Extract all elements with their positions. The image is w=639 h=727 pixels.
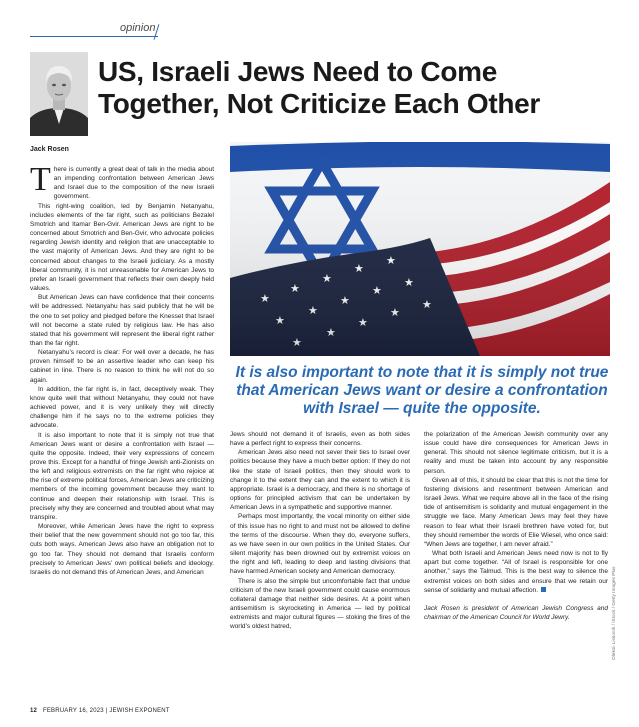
dropcap: T bbox=[30, 165, 51, 198]
paragraph: In addition, the far right is, in fact, deceptively weak. They know quite well that without Netanyahu, they could not have achieved power, and it is very unlikely they will directly challenge him if he says no to the extreme policies they advocate. bbox=[30, 385, 214, 430]
paragraph: It is also important to note that it is simply not true that American Jews want or desire a confrontation with Israel — quite the opposite. Indeed, their very expressions of concern prove this. Except for a handful of fringe Jewish anti-Zionists on the left and religious extremists on the far right who rejoice at the rise of extreme political forces, American Jews are criticizing members of the incoming government because they want to continue and deepen their relationship with Israel. This is precisely why they are concerned and troubled about what may transpire. bbox=[30, 431, 214, 521]
article-column-2 bbox=[230, 430, 410, 698]
page-footer bbox=[30, 708, 170, 714]
end-mark-icon bbox=[541, 587, 546, 592]
paragraph: Netanyahu’s record is clear: For well over a decade, he has proven himself to be an assertive leader who can keep his cabinet in line. There is no reason to think he will not do so again. bbox=[30, 349, 214, 384]
page-number: 12 bbox=[30, 708, 38, 714]
pull-quote: It is also important to note that it is simply not true that American Jews want or desire a confrontation with Israel — quite the opposite. bbox=[235, 364, 609, 417]
paragraph: Perhaps most importantly, the vocal minority on either side of this issue has no right to and must not be allowed to define the terms of the discourse. When they do, everyone suffers, as we have seen in our own politics in the United States. Our silent majority has been drowned out by extremist voices on the right and left, leading to deep and lasting divisions that have harmed American society and American democracy. bbox=[230, 513, 410, 576]
paragraph: the polarization of the American Jewish community over any issue could have dire consequences for American Jews in general. This should not silence legitimate criticism, but it is a reality and must be taken into account by any responsible person. bbox=[424, 431, 608, 475]
section-rule bbox=[30, 36, 158, 37]
paragraph: Given all of this, it should be clear that this is not the time for fostering divisions and resentment between American and Israeli Jews. What we require above all in the face of the rising tide of antisemitism is solidarity and mutual engagement in the struggle we face. Many American Jews may feel they have reason to fear what their Israeli brethren have voted for, but they should remember the words of Elie Wiesel, who once said: “When Jews are together, I am never afraid.” bbox=[424, 476, 608, 548]
author-byline: Jack Rosen bbox=[30, 146, 69, 153]
paragraph: There is also the simple but uncomfortable fact that undue criticism of the new Israeli government could cause enormous collateral damage that neither side desires. At a point when antisemitism is skyrocketing in America — led by political extremists and major cultural figures — stoking the fires of the world’s oldest hatred, bbox=[230, 577, 410, 631]
article-column-1 bbox=[30, 165, 214, 698]
paragraph: There is currently a great deal of talk in the media about an impending confrontation between American Jews and Israel due to the composition of the new Israeli government. bbox=[30, 165, 214, 201]
flags-photo bbox=[230, 142, 610, 356]
paragraph: American Jews also need not sever their ties to Israel over politics because they have a much better option: If they do not like the state of Israeli politics, then they should work to change it to the extent they can and the extent to which it is appropriate. Israel is a democracy, and there is no shortage of options for principled activism that can be undertaken by American Jews in a sympathetic and supportive manner. bbox=[230, 449, 410, 512]
section-tag: opinion bbox=[120, 22, 156, 34]
article-column-3 bbox=[424, 430, 608, 698]
author-photo bbox=[30, 52, 88, 136]
issue-info: FEBRUARY 16, 2023 | JEWISH EXPONENT bbox=[42, 708, 170, 714]
paragraph: This right-wing coalition, led by Benjamin Netanyahu, includes elements of the far right, such as politicians Bezalel Smotrich and Itamar Ben-Gvir. American Jews are right to be concerned about Smotrich and Ben-Gvir, who advocate policies regarding Jewish identity and religion that are unacceptable to the vast majority of American Jews. And they are right to be concerned about changes to the Israeli judiciary. As a mostly liberal community, it is not unreasonable for American Jews to prefer an Israeli government that reflects their own deeply held values. bbox=[30, 202, 214, 293]
paragraph: Moreover, while American Jews have the right to express their belief that the new government should not go too far, this cuts both ways. American Jews also have an obligation not to go too far. They should not demand that Israelis conform precisely to American Jews’ own political beliefs and ideology. Israelis do not demand this of American Jews, and American bbox=[30, 523, 214, 576]
author-bio: Jack Rosen is president of American Jewish Congress and chairman of the American Council for World Jewry. bbox=[424, 604, 608, 621]
photo-credit: Oleksii Liskonih / iStock / Getty Images Plus bbox=[612, 566, 617, 660]
paragraph: But American Jews can have confidence that their concerns will be addressed. Netanyahu has said publicly that he will be the one to set policy and pledged before the Knesset that Israel will not become a state ruled by religious law. He has also stated that his government will represent the liberal right rather than the far right. bbox=[30, 294, 214, 347]
paragraph: What both Israeli and American Jews need now is not to fly apart but come together. “All of Israel is responsible for one another,” says the Talmud. This is the best way to silence the extremist voices on both sides and ensure that we retain our sense of solidarity and mutual affection. bbox=[424, 550, 608, 594]
paragraph: Jews should not demand it of Israelis, even as both sides have a perfect right to express their concerns. bbox=[230, 431, 410, 448]
headline: US, Israeli Jews Need to Come Together, Not Criticize Each Other bbox=[98, 56, 541, 119]
